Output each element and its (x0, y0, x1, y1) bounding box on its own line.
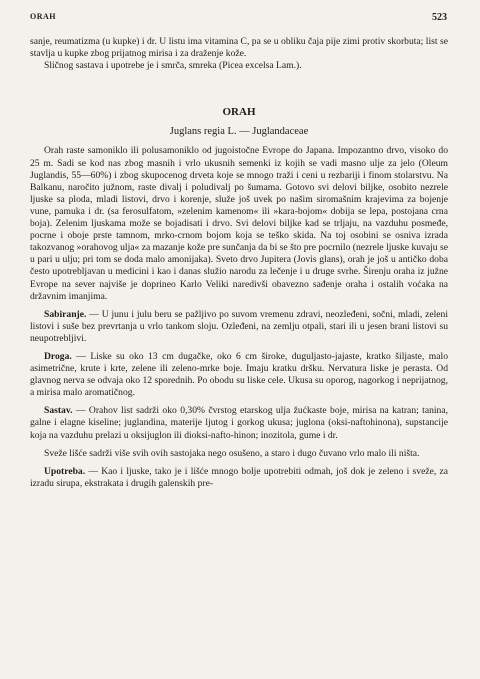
section-subtitle: Juglans regia L. — Juglandaceae (169, 126, 309, 138)
paragraph-sabiranje (30, 309, 448, 345)
paragraph-storage: Sveže lišće sadrži više svih ovih sastojaka nego osušeno, a staro i dugo čuvano vrlo malo ili ništa. (44, 447, 420, 459)
running-title: ORAH (30, 12, 56, 21)
paragraph-label: Sastav. (44, 405, 73, 417)
paragraph-upotreba (30, 466, 448, 490)
page-body (30, 36, 448, 490)
paragraph-label: Sabiranje. (44, 308, 87, 320)
page-number: 523 (432, 12, 447, 23)
paragraph-text: — U junu i julu beru se pažljivo po suvom vremenu zdravi, neozleđeni, sočni, mladi, zeleni listovi i suše bez prevrtanja u vrlo tankom sloju. Ozleđeni, na zemlju otpali, stari ili u jesen brani listovi su neupotrebljivi. (30, 308, 448, 344)
paragraph-label: Droga. (44, 350, 72, 362)
paragraph-text: — Liske su oko 13 cm dugačke, oko 6 cm široke, duguljasto-jajaste, kratko šiljaste, malo asimetrične, krute i krte, zelene ili zeleno-mrke boje. Imaju kratku dršku. Nervatura liske je perasta. Od glavnog nerva se odvaja oko 12 sporednih. Po obodu su liske cele. Ukusa su oporog, nagorkog i neprijatnog, a mirisa malo aromatičnog. (30, 350, 448, 399)
intro-paragraph-2: Sličnog sastava i upotrebe je i smrča, smreka (Picea excelsa Lam.). (44, 60, 302, 72)
paragraph-label: Upotreba. (44, 465, 86, 477)
paragraph-text: — Orahov list sadrži oko 0,30% čvrstog etarskog ulja žućkaste boje, mirisa na katran; tanina, galne i elagne kiseline; juglandina, materije ljutog i gorkog ukusa; juglona (oksi-naftohinona), supstancije koja na vazduhu prelazi u oksijuglon ili dioksi-nafto-hinon; inozitola, gume i dr. (30, 405, 448, 441)
paragraph-sastav (30, 405, 448, 441)
paragraph-droga (30, 351, 448, 399)
paragraph-description: Orah raste samoniklo ili polusamoniklo od jugoistočne Evrope do Japana. Impozantno drvo, visoko do 25 m. Sadi se kod nas zbog masnih i vrlo ukusnih semenki iz kojih se vadi masno ulje za jelo (Oleum Juglandis, 55—60%) i zbog skupocenog drveta koje se mnogo traži i ceni u rezbariji i finom stolarstvu. Na Balkanu, naročito južnom, raste divalj i poludivalj po šumama. Gotovo svi delovi biljke, osobito nezrele ljuske sa ploda, mladi listovi, drvo i korenje, služe još uvek po našim siromašnim krajevima za bojenje vune, pamuka i dr. (sa ferosulfatom, »zelenim kamenom« ili »kara-bojom« dobija se lepa, postojana crna boja). Zelenim ljuskama može se bojadisati i drvo. Svi delovi biljke kad se trljaju, na vazduhu posmeđe, pocrne i oboje prste tamnom, mrko-crnom bojom koja se teško skida. Na toj osobini se osniva izrada takozvanog »orahovog ulja« za mazanje kože pre sunčanja da bi se što pre pocrnilo (nezrele ljuske kuvaju se u pari u ulju; pri tom se doda malo amonijaka). Sveto drvo Jupitera (Jovis glans), orah je još u antičko doba često upotrebljavan u medicini i kao i danas služio narodu za lečenje i u druge svrhe. Širenju oraha iz južne Evrope na sever najviše je doprineo Karlo Veliki naredivši obavezno sađenje oraha i ostalih voćaka na državnim imanjima. (30, 145, 448, 302)
intro-paragraph-1: sanje, reumatizma (u kupke) i dr. U listu ima vitamina C, pa se u obliku čaja pije zimi protiv skorbuta; list se stavlja u kupke zbog prijatnog mirisa i za draženje kože. (30, 36, 448, 60)
section-title: ORAH (222, 106, 256, 119)
paragraph-text: — Kao i ljuske, tako je i lišće mnogo bolje upotrebiti odmah, još dok je zeleno i sveže, za izradu sirupa, ekstrakata i drugih galenskih pre- (30, 465, 448, 489)
